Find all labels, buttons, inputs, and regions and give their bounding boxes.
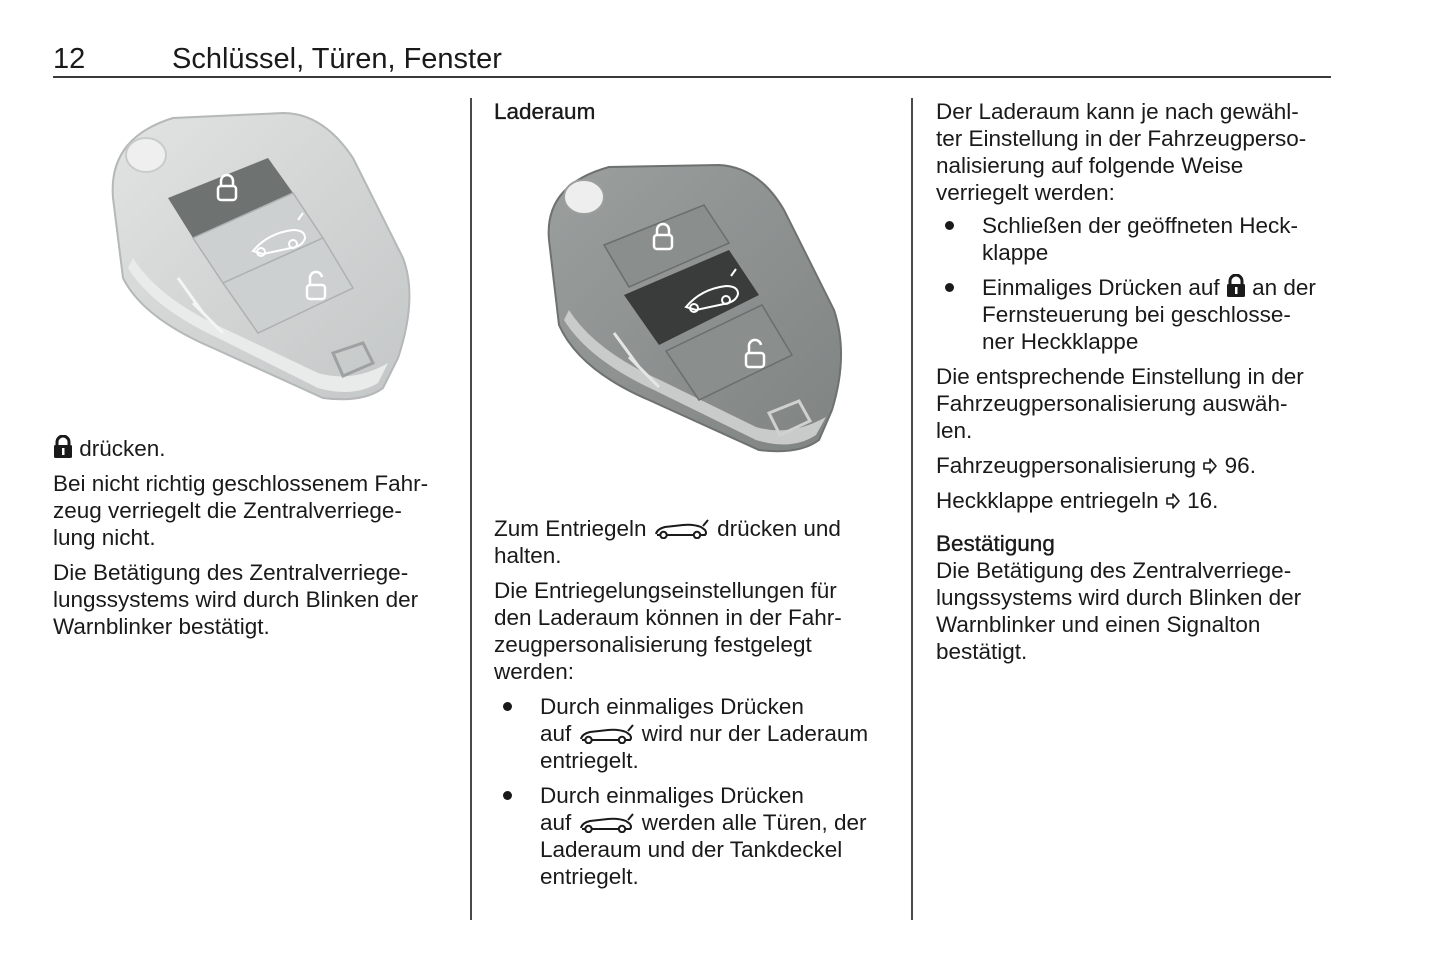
text-line: Warnblinker bestätigt. [53,614,270,639]
paragraph-lock-options-intro [936,98,1336,206]
list-item [494,782,894,890]
text-segment: drücken und [710,516,841,541]
text-segment: Einmaliges Drücken auf [982,275,1226,300]
unlock-options-list [494,693,894,890]
text-line: Schließen der geöffneten Heck- [982,213,1299,238]
text-line: Durch einmaliges Drücken [540,783,804,808]
text-line: Durch einmaliges Drücken [540,694,804,719]
text-line: lungssystems wird durch Blinken der [53,587,419,612]
text-line: Der Laderaum kann je nach gewähl- [936,99,1299,124]
bullet-icon [503,791,512,800]
text-line: den Laderaum können in der Fahr- [494,605,842,630]
text-line: Fernsteuerung bei geschlosse- [982,302,1291,327]
text-segment: an der [1245,275,1316,300]
list-item [936,274,1336,355]
tailgate-car-icon [578,811,636,833]
arrow-right-outline-icon [1165,492,1181,510]
xref-page: 96. [1218,453,1256,478]
press-lock-text: drücken. [73,436,166,461]
text-segment: werden alle Türen, der [635,810,867,835]
list-item [494,693,894,774]
chapter-title: Schlüssel, Türen, Fenster [172,43,502,75]
bullet-icon [503,702,512,711]
xref-label: Fahrzeugpersonalisierung [936,453,1203,478]
arrow-right-outline-icon [1202,457,1218,475]
lock-icon [53,435,73,459]
paragraph-confirmation [53,559,453,640]
text-line: entriegelt. [540,748,639,773]
text-line: zeugpersonalisierung festgelegt [494,632,812,657]
text-line: ner Heckklappe [982,329,1139,354]
xref-page: 16. [1180,488,1219,513]
list-item [936,212,1336,266]
text-line: Die Betätigung des Zentralverriege- [936,558,1292,583]
text-line: lung nicht. [53,525,156,550]
text-line: Die entsprechende Einstellung in der [936,364,1304,389]
text-line: nalisierung auf folgende Weise [936,153,1244,178]
text-line: Die Entriegelungseinstellungen für [494,578,837,603]
tailgate-car-icon [578,722,636,744]
column-1 [53,98,453,648]
column-divider-1 [470,98,472,920]
paragraph-not-closed [53,470,453,551]
column-3 [936,98,1336,673]
text-segment: halten. [494,543,562,568]
text-line: entriegelt. [540,864,639,889]
bullet-icon [945,221,954,230]
text-line: Laderaum und der Tankdeckel [540,837,843,862]
text-line: len. [936,418,973,443]
text-line: Die Betätigung des Zentralverriege- [53,560,409,585]
text-segment: Zum Entriegeln [494,516,653,541]
lock-icon [1226,274,1246,298]
page-number: 12 [53,43,86,75]
page-header [53,40,1331,78]
text-line: verriegelt werden: [936,180,1115,205]
text-line: lungssystems wird durch Blinken der [936,585,1302,610]
column-divider-2 [911,98,913,920]
key-fob-boot-illustration [494,155,894,495]
text-line: werden: [494,659,575,684]
text-line: Warnblinker und einen Signalton [936,612,1261,637]
key-fob-lock-illustration [53,98,453,423]
press-lock-instruction [53,435,453,462]
text-segment: auf [540,810,578,835]
tailgate-car-icon [653,517,711,539]
column-2 [494,98,894,898]
lock-options-list [936,212,1336,355]
text-line: Fahrzeugpersonalisierung auswäh- [936,391,1288,416]
paragraph-confirmation-signal [936,557,1336,665]
cross-reference-personalisation[interactable] [936,452,1336,479]
text-line: zeug verriegelt die Zentralverriege- [53,498,402,523]
text-segment: auf [540,721,578,746]
xref-label: Heckklappe entriegeln [936,488,1165,513]
subheading-confirmation: Bestätigung [936,531,1055,556]
paragraph-unlock-settings [494,577,894,685]
unlock-instruction [494,515,894,569]
section-heading-laderaum: Laderaum [494,99,596,124]
text-line: bestätigt. [936,639,1028,664]
paragraph-setting-select [936,363,1336,444]
text-segment: wird nur der Laderaum [635,721,869,746]
bullet-icon [945,283,954,292]
cross-reference-tailgate[interactable] [936,487,1336,514]
text-line: ter Einstellung in der Fahrzeugperso- [936,126,1307,151]
text-line: klappe [982,240,1049,265]
text-line: Bei nicht richtig geschlossenem Fahr- [53,471,429,496]
